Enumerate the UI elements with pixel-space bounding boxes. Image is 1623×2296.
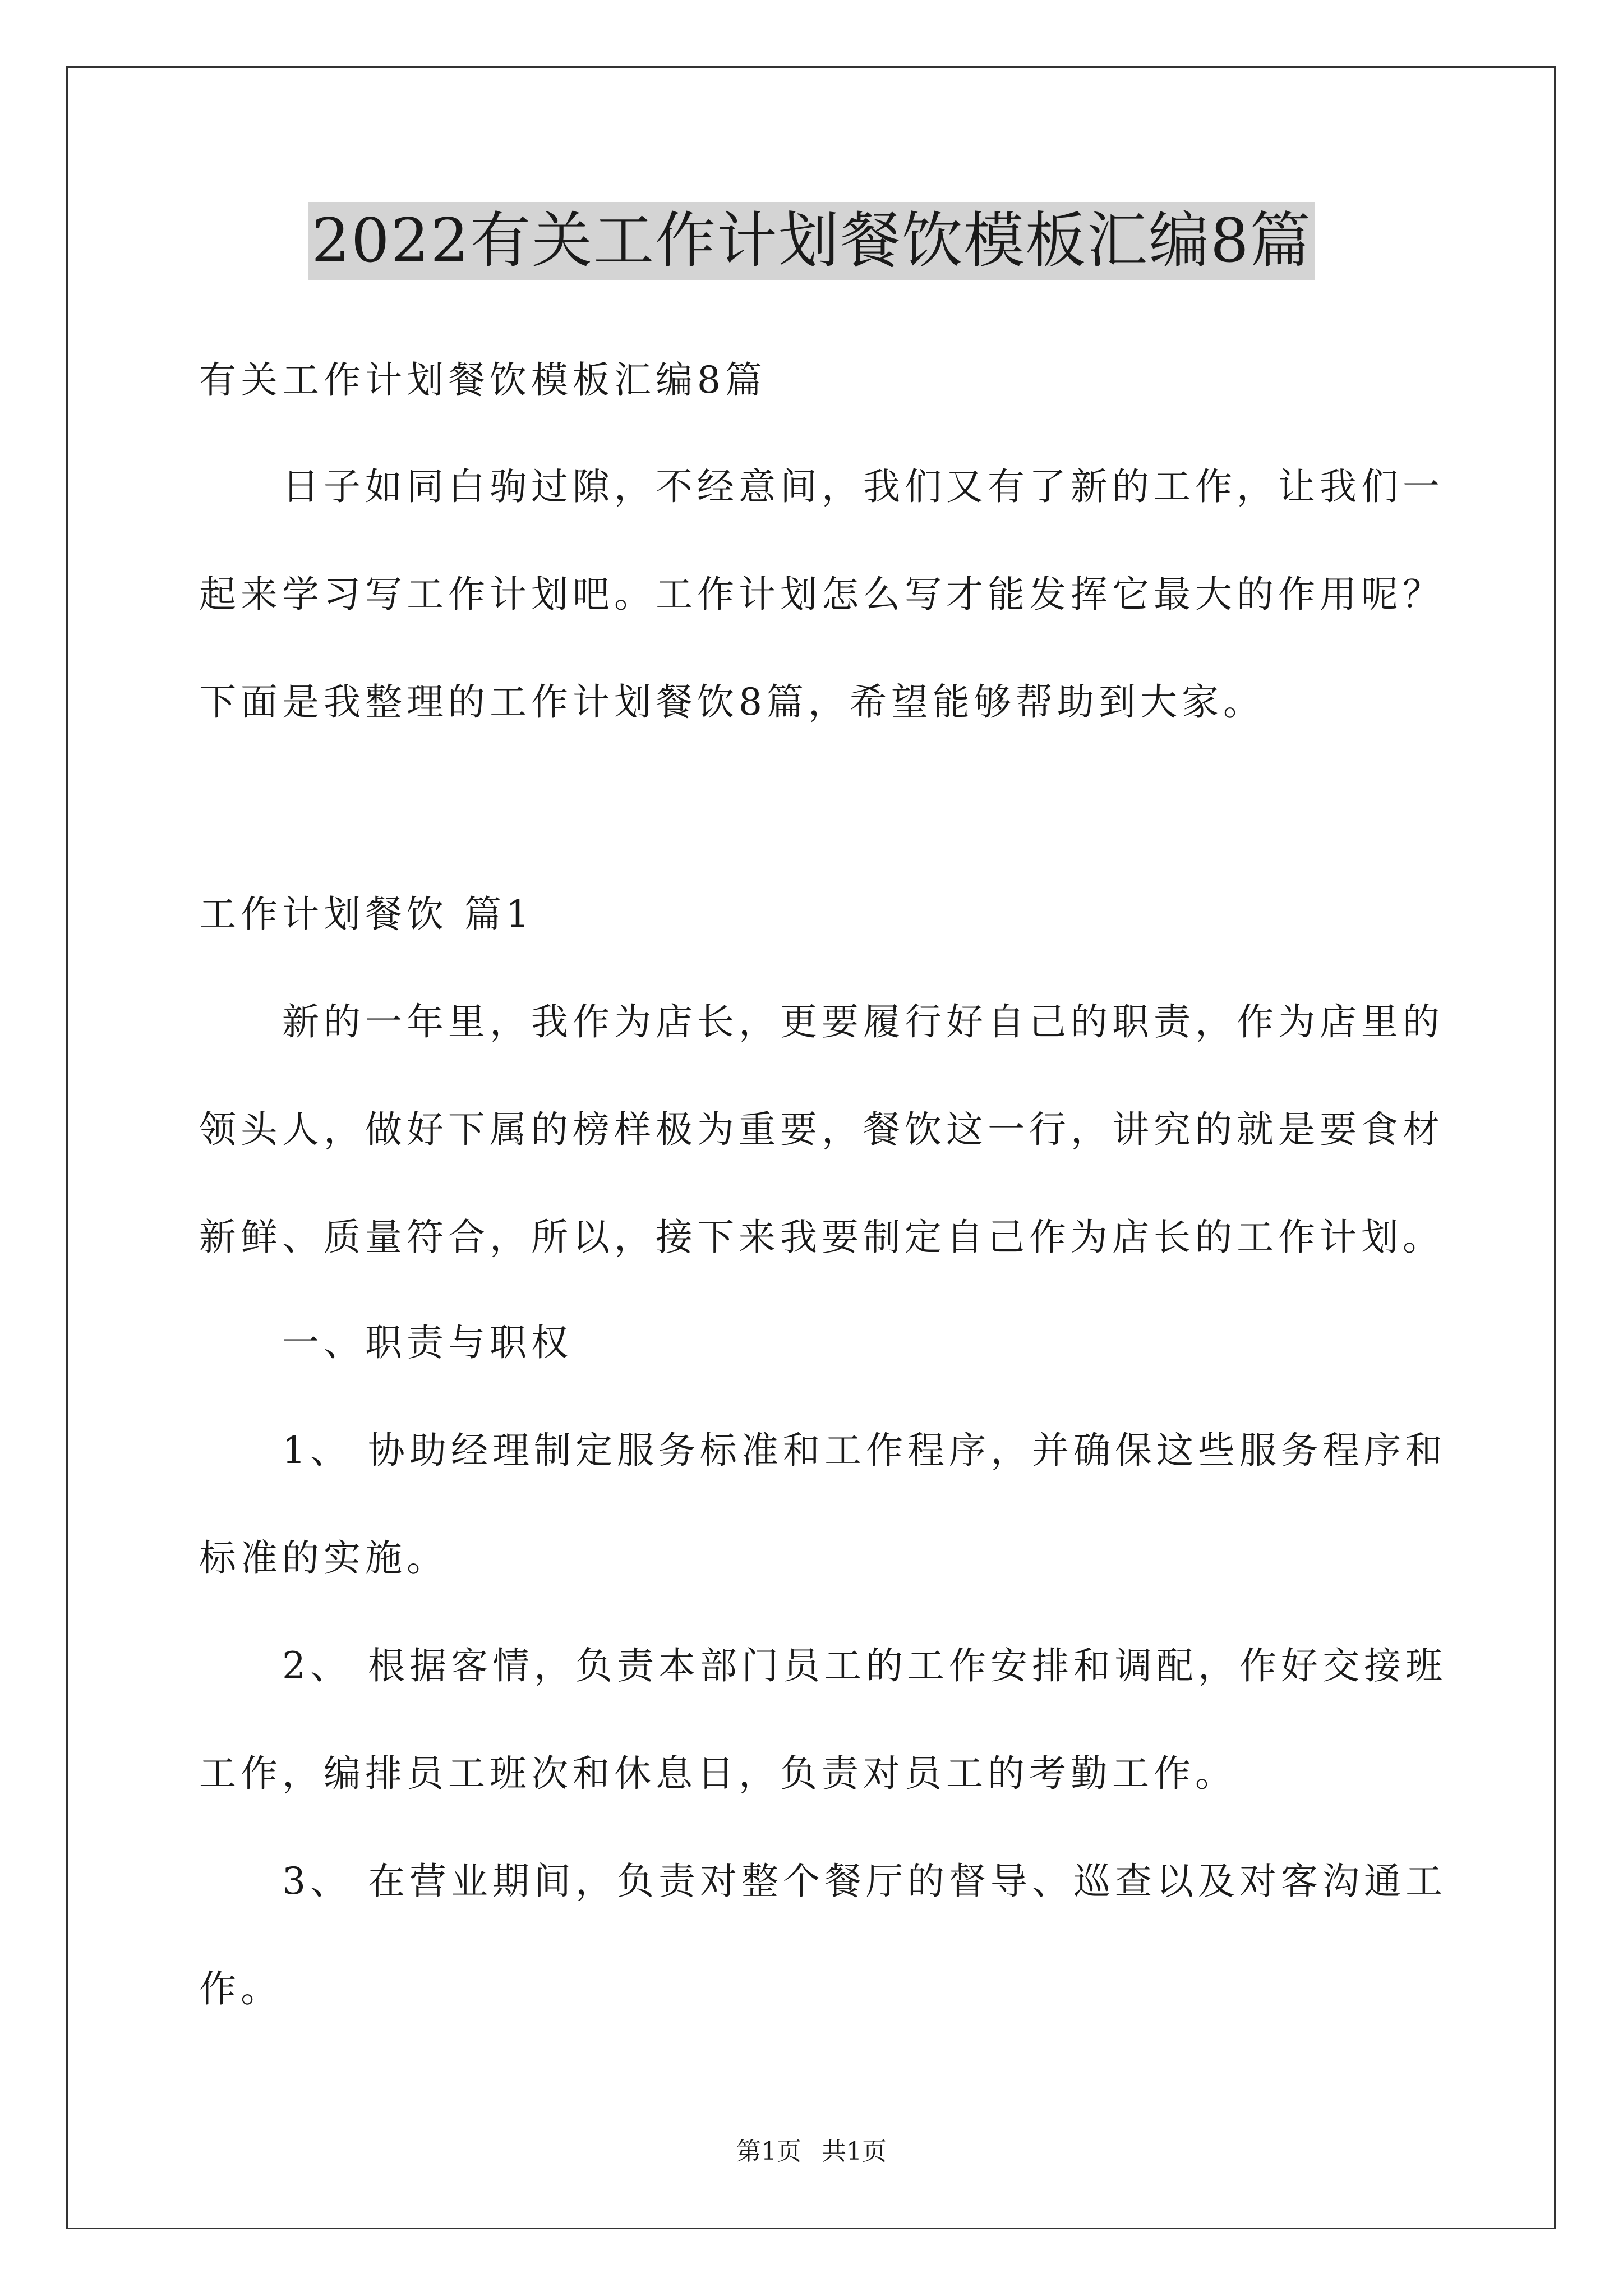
item2-line-2: 工作，编排员工班次和休息日，负责对员工的考勤工作。 <box>199 1752 1237 1795</box>
item1-line-2: 标准的实施。 <box>199 1536 448 1580</box>
paragraph1-line-3: 新鲜、质量符合，所以，接下来我要制定自己作为店长的工作计划。 <box>199 1216 1444 1259</box>
intro-line-2: 起来学习写工作计划吧。工作计划怎么写才能发挥它最大的作用呢？ <box>199 573 1444 616</box>
item1-line-1: 1、 协助经理制定服务标准和工作程序，并确保这些服务程序和 <box>282 1429 1447 1472</box>
paragraph1-line-2: 领头人，做好下属的榜样极为重要，餐饮这一行，讲究的就是要食材 <box>199 1108 1444 1151</box>
intro-line-1: 日子如同白驹过隙，不经意间，我们又有了新的工作，让我们一 <box>282 465 1444 508</box>
paragraph1-line-1: 新的一年里，我作为店长，更要履行好自己的职责，作为店里的 <box>282 1000 1444 1043</box>
sub-heading: 一、职责与职权 <box>282 1321 573 1364</box>
item2-line-1: 2、 根据客情，负责本部门员工的工作安排和调配，作好交接班 <box>282 1644 1447 1687</box>
intro-line-3: 下面是我整理的工作计划餐饮8篇，希望能够帮助到大家。 <box>199 680 1265 724</box>
item3-line-1: 3、 在营业期间，负责对整个餐厅的督导、巡查以及对客沟通工 <box>282 1860 1447 1903</box>
document-subtitle: 有关工作计划餐饮模板汇编8篇 <box>199 358 767 402</box>
page-footer <box>0 2136 1623 2168</box>
title-container <box>0 202 1623 280</box>
item3-line-2: 作。 <box>199 1967 282 2010</box>
page-number-current: 第1页 <box>736 2137 801 2166</box>
document-title: 2022有关工作计划餐饮模板汇编8篇 <box>308 202 1315 280</box>
page-number-total: 共1页 <box>822 2137 887 2166</box>
section-heading: 工作计划餐饮 篇1 <box>199 892 534 936</box>
